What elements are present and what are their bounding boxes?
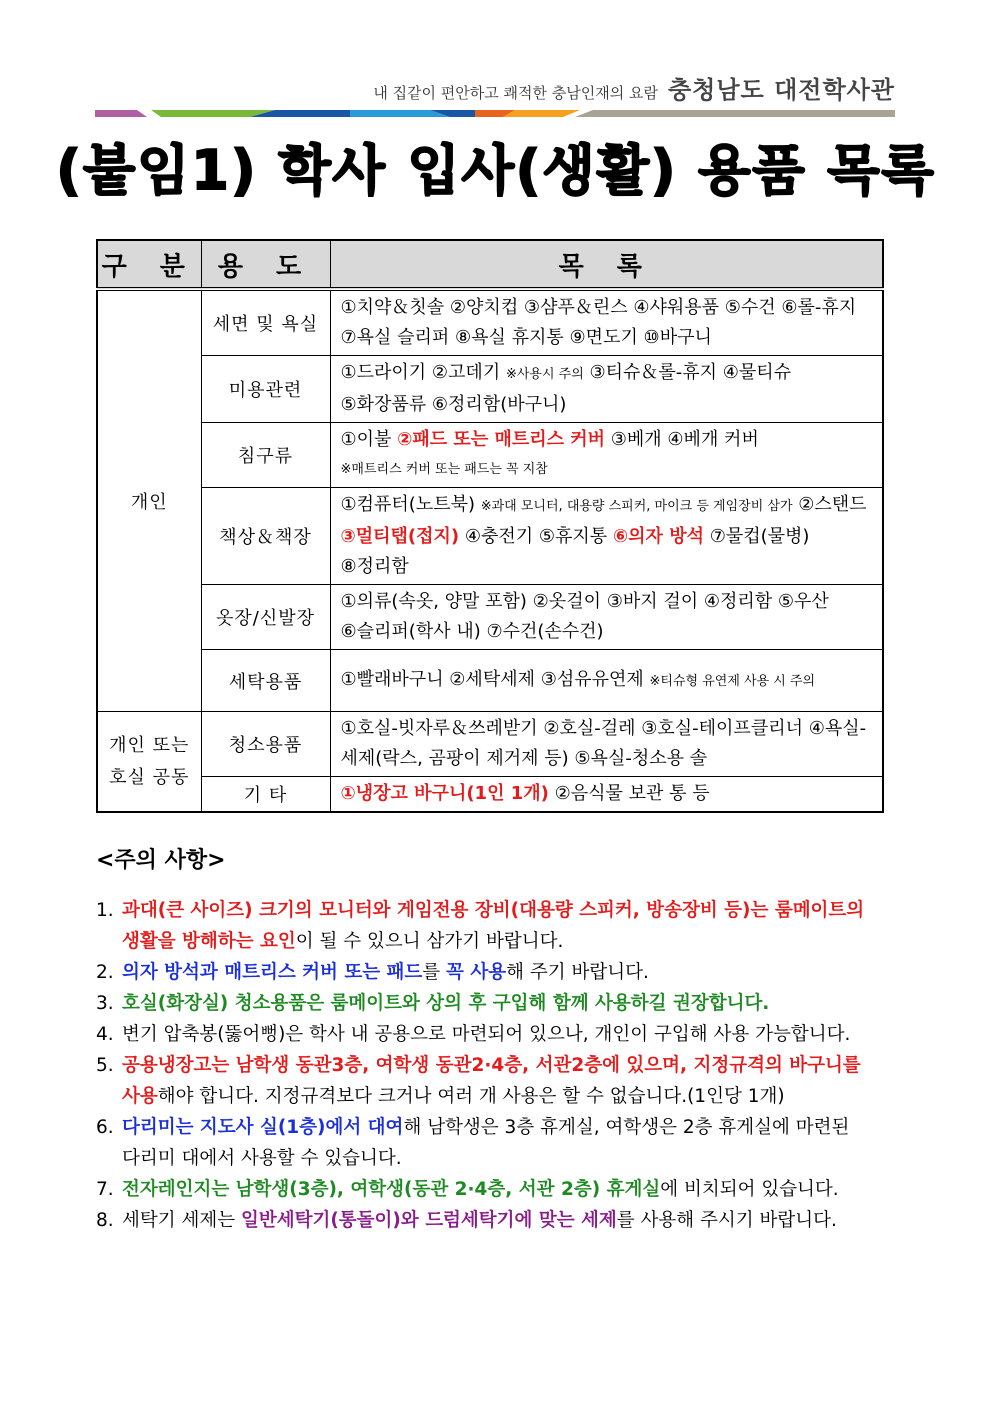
- notes-title: <주의 사항>: [96, 848, 226, 873]
- use-cell: 세면 및 욕실: [201, 289, 330, 356]
- highlighted-item: ⑥의자 방석: [612, 526, 704, 547]
- note-text: 해 주기 바랍니다.: [506, 962, 649, 983]
- item-text: ①드라이기 ②고데기: [340, 362, 506, 383]
- list-cell: [330, 289, 883, 356]
- note-text: 세탁기 세제는: [122, 1210, 241, 1231]
- item-text: ③베개 ④베개 커버: [605, 429, 759, 450]
- highlighted-item: ①냉장고 바구니(1인 1개): [340, 783, 549, 804]
- item-text: ①호실-빗자루＆쓰레받기 ②호실-걸레 ③호실-테이프클리너 ④욕실-세제(락스, 곰팡이 제거제 등) ⑤욕실-청소용 솔: [340, 718, 867, 769]
- table-row: [97, 289, 883, 356]
- item-text: ①치약＆칫솔 ②양치컵 ③샴푸＆린스 ④샤워용품 ⑤수건 ⑥롤-휴지 ⑦욕실 슬리퍼 ⑧욕실 휴지통 ⑨면도기 ⑩바구니: [340, 297, 857, 348]
- table-row: [97, 712, 883, 777]
- note-item: [96, 895, 901, 957]
- emphasized-text: 호실(화장실) 청소용품은 룸메이트와 상의 후 구입해 함께 사용하길 권장합니다.: [122, 993, 770, 1014]
- item-text: ①의류(속옷, 양말 포함) ②옷걸이 ③바지 걸이 ④정리함 ⑤우산 ⑥슬리퍼(학사 내) ⑦수건(손수건): [340, 591, 829, 642]
- caution-note: ※매트리스 커버 또는 패드는 꼭 지참: [340, 462, 548, 477]
- note-number: 7.: [96, 1179, 114, 1200]
- note-number: 4.: [96, 1024, 114, 1045]
- header-use: 용 도: [201, 240, 330, 289]
- list-cell: [330, 712, 883, 777]
- note-item: [96, 1112, 901, 1174]
- supplies-table: [96, 239, 884, 813]
- emphasized-text: 일반세탁기(통돌이)와 드럼세탁기에 맞는 세제: [241, 1210, 617, 1231]
- stripe-segment-amber: [503, 110, 580, 117]
- table-header-row: [97, 240, 883, 289]
- list-cell: [330, 650, 883, 712]
- note-item: [96, 988, 901, 1019]
- note-number: 2.: [96, 962, 114, 983]
- item-text: ①컴퓨터(노트북): [340, 494, 481, 515]
- use-cell: 침구류: [201, 423, 330, 488]
- table-row: [97, 585, 883, 650]
- table-row: [97, 356, 883, 423]
- note-text: 를 사용해 주시기 바랍니다.: [616, 1210, 837, 1231]
- note-number: 3.: [96, 993, 114, 1014]
- tagline-text: 내 집같이 편안하고 쾌적한 충남인재의 요람: [373, 84, 658, 102]
- list-cell: [330, 423, 883, 488]
- note-text: 해 남학생은 3층 휴게실, 여학생은 2층 휴게실에 마련된 다리미 대에서 사용할 수 있습니다.: [122, 1117, 850, 1169]
- caution-note: ※사용시 주의: [505, 367, 584, 382]
- org-name: 충청남도 대전학사관: [667, 76, 895, 104]
- note-item: [96, 1205, 901, 1236]
- use-cell: 옷장/신발장: [201, 585, 330, 650]
- note-text: 해야 합니다. 지정규격보다 크거나 여러 개 사용은 할 수 없습니다.(1인당 1개): [157, 1086, 785, 1107]
- use-cell: 책상＆책장: [201, 488, 330, 585]
- emphasized-text: 꼭 사용: [446, 962, 507, 983]
- use-cell: 세탁용품: [201, 650, 330, 712]
- item-text: ①이불: [340, 429, 398, 450]
- list-cell: [330, 488, 883, 585]
- header-list: 목 록: [330, 240, 883, 289]
- item-text: ②스탠드: [792, 494, 867, 515]
- note-item: [96, 1174, 901, 1205]
- header-category: 구 분: [97, 240, 201, 289]
- category-cell: 개인 또는 호실 공동: [97, 712, 201, 813]
- note-text: 이 될 수 있으니 삼가기 바랍니다.: [295, 931, 564, 952]
- notes-list: [96, 895, 901, 1236]
- category-cell: 개인: [97, 289, 201, 712]
- highlighted-item: ③멀티탭(접지): [340, 526, 460, 547]
- emphasized-text: 다리미는 지도사 실(1층)에서 대여: [122, 1117, 404, 1138]
- emphasized-text: 의자 방석과 매트리스 커버 또는 패드: [122, 962, 423, 983]
- header-tagline: [373, 70, 895, 105]
- emphasized-text: 전자레인지는 남학생(3층), 여학생(동관 2·4층, 서관 2층) 휴게실: [122, 1179, 661, 1200]
- color-stripe: [95, 110, 895, 117]
- table-row: [97, 650, 883, 712]
- table-row: [97, 423, 883, 488]
- item-text: ④충전기 ⑤휴지통: [459, 526, 613, 547]
- stripe-segment-purple: [95, 110, 147, 117]
- item-text: ②음식물 보관 통 등: [548, 783, 710, 804]
- note-number: 6.: [96, 1117, 114, 1138]
- note-item: [96, 1050, 901, 1112]
- list-cell: [330, 356, 883, 423]
- note-item: [96, 957, 901, 988]
- list-cell: [330, 777, 883, 813]
- table-row: [97, 777, 883, 813]
- note-text: 변기 압축봉(뚫어뻥)은 학사 내 공용으로 마련되어 있으나, 개인이 구입해 사용 가능합니다.: [122, 1024, 851, 1045]
- caution-note: ※티슈형 유연제 사용 시 주의: [649, 673, 816, 689]
- note-number: 5.: [96, 1055, 114, 1076]
- item-text: ①빨래바구니 ②세탁세제 ③섬유유연제: [340, 668, 650, 690]
- page-title: (붙임1) 학사 입사(생활) 용품 목록: [56, 139, 936, 202]
- emphasized-text: 공용냉장고는 남학생 동관3층, 여학생 동관2·4층, 서관2층에 있으며, 지정규격의 바구니를 사용: [122, 1055, 861, 1107]
- note-text: 를: [422, 962, 447, 983]
- note-number: 8.: [96, 1210, 114, 1231]
- item-text: ⑦물컵(물병) ⑧정리함: [340, 526, 810, 577]
- note-item: [96, 1019, 901, 1050]
- stripe-segment-gray: [575, 110, 895, 117]
- highlighted-item: ②패드 또는 매트리스 커버: [397, 429, 606, 450]
- list-cell: [330, 585, 883, 650]
- use-cell: 미용관련: [201, 356, 330, 423]
- emphasized-text: 과대(큰 사이즈) 크기의 모니터와 게임전용 장비(대용량 스피커, 방송장비 등)는 룸메이트의 생활을 방해하는 요인: [122, 900, 865, 952]
- note-number: 1.: [96, 900, 114, 921]
- use-cell: 기 타: [201, 777, 330, 813]
- table-row: [97, 488, 883, 585]
- use-cell: 청소용품: [201, 712, 330, 777]
- caution-note: ※과대 모니터, 대용량 스피커, 마이크 등 게임장비 삼가: [480, 499, 793, 514]
- note-text: 에 비치되어 있습니다.: [660, 1179, 839, 1200]
- item-text: ③티슈＆롤-휴지 ④물티슈 ⑤화장품류 ⑥정리함(바구니): [340, 362, 792, 415]
